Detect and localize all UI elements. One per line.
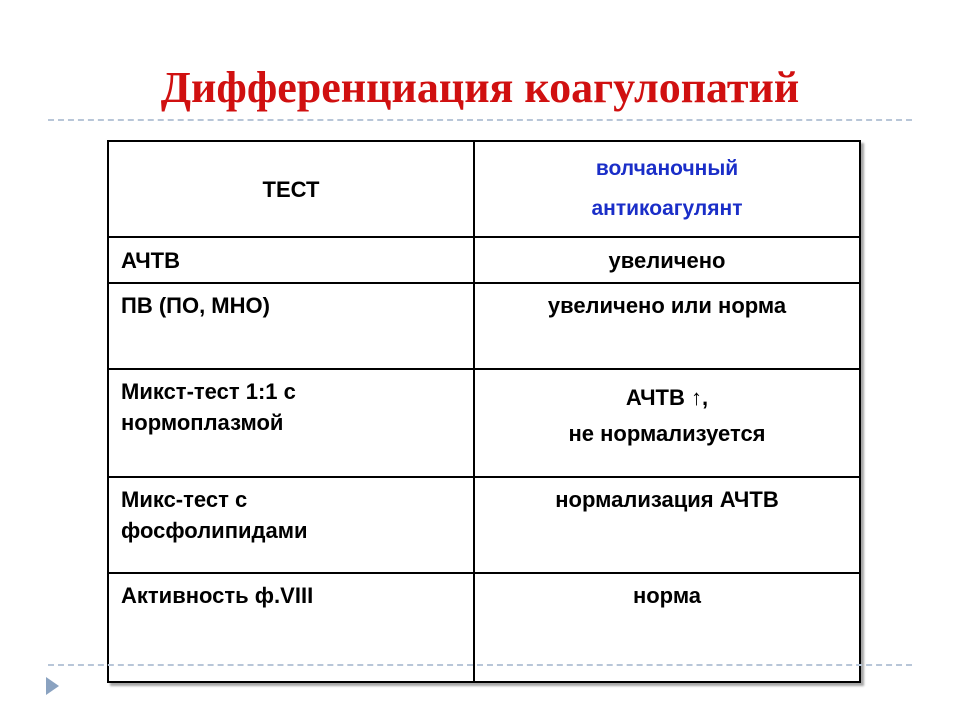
result-cell-line: увеличено: [608, 247, 726, 273]
test-cell: [108, 283, 474, 369]
test-cell: [108, 369, 474, 477]
result-cell-line: не нормализуется: [568, 421, 766, 446]
test-cell: [108, 477, 474, 573]
top-dashed-divider: [48, 119, 912, 121]
result-cell-line: увеличено или норма: [547, 293, 787, 318]
table-row: [108, 477, 860, 573]
coagulopathy-table: [107, 140, 861, 683]
test-cell-line: Микс-тест с: [121, 487, 248, 512]
test-cell-line: Активность ф.VIII: [121, 583, 314, 608]
test-cell-line: АЧТВ: [121, 247, 180, 273]
table-row: [108, 369, 860, 477]
result-cell: [474, 237, 860, 283]
result-cell-line: нормализация АЧТВ: [555, 487, 779, 512]
header-condition-cell: [474, 141, 860, 237]
header-condition-line1: волчаночный: [595, 157, 739, 180]
coagulopathy-table-container: [107, 140, 861, 653]
table-header-row: [108, 141, 860, 237]
test-cell-line: нормоплазмой: [121, 410, 284, 435]
result-cell: [474, 283, 860, 369]
result-cell: [474, 369, 860, 477]
header-condition-line2: антикоагулянт: [591, 197, 743, 220]
bottom-dashed-divider: [48, 664, 912, 666]
test-cell-line: ПВ (ПО, МНО): [121, 293, 270, 318]
test-cell-line: фосфолипидами: [121, 518, 308, 543]
test-cell: [108, 237, 474, 283]
next-slide-arrow-icon[interactable]: [46, 677, 59, 695]
table-row: [108, 283, 860, 369]
result-cell: [474, 477, 860, 573]
header-test-cell: ТЕСТ: [108, 141, 474, 237]
slide-title: Дифференциация коагулопатий: [160, 63, 800, 112]
test-cell-line: Микст-тест 1:1 с: [121, 379, 296, 404]
result-cell-line: АЧТВ ↑,: [625, 385, 709, 410]
table-row: [108, 237, 860, 283]
result-cell-line: норма: [632, 583, 702, 608]
